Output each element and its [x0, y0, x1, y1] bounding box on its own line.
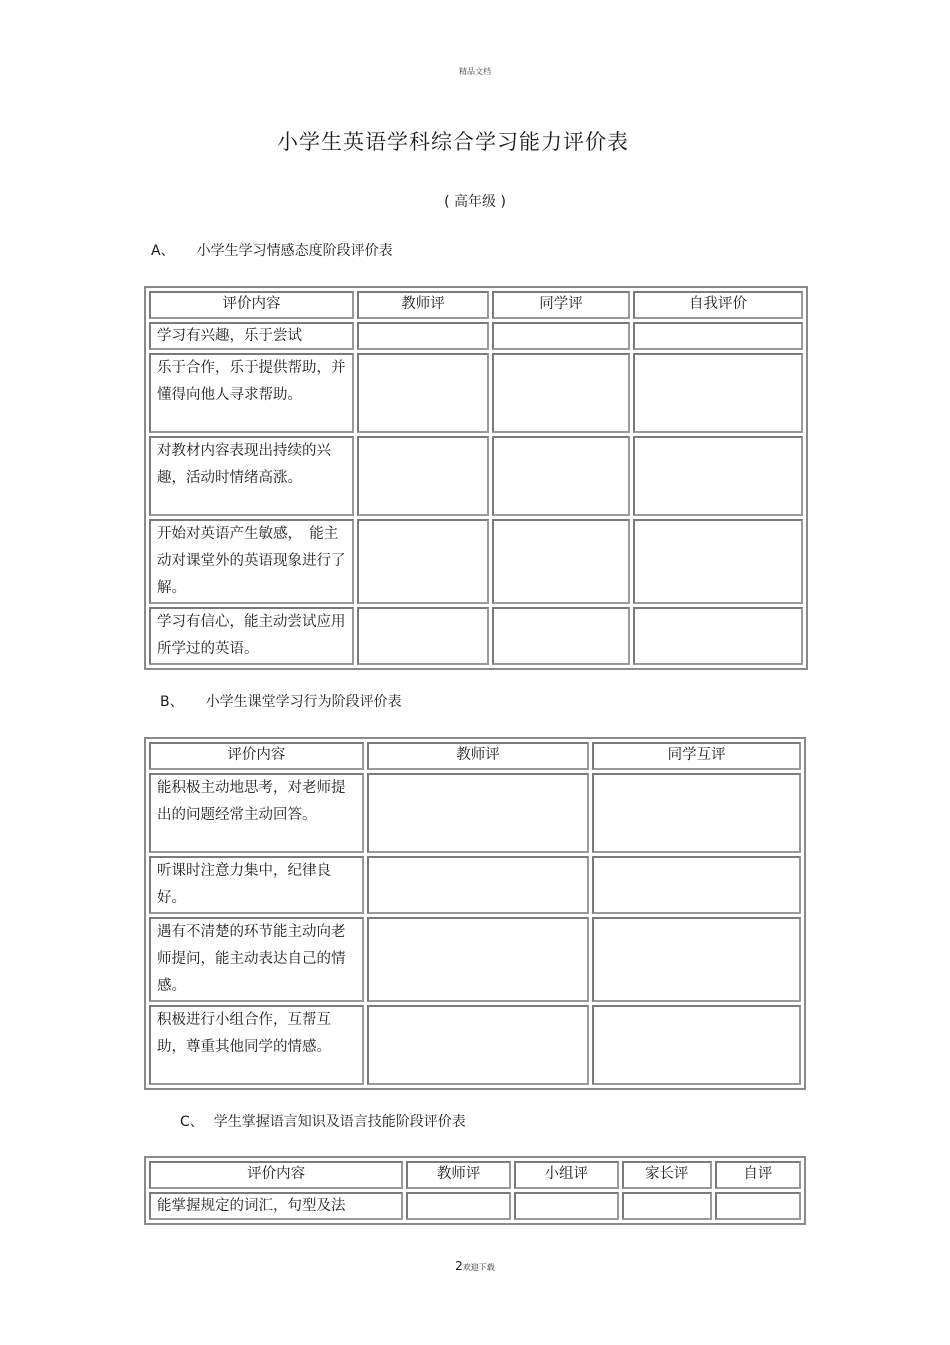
rating-cell[interactable] [357, 322, 489, 350]
table-c-header-row [149, 1161, 801, 1189]
rating-cell[interactable] [633, 322, 803, 350]
table-a-header-peer: 同学评 [492, 291, 630, 319]
rating-cell[interactable] [492, 519, 630, 604]
section-b-title: 小学生课堂学习行为阶段评价表 [205, 694, 402, 710]
rating-cell[interactable] [633, 436, 803, 516]
rating-cell[interactable] [492, 436, 630, 516]
table-a-header-row [149, 291, 803, 319]
rating-cell[interactable] [592, 1005, 801, 1085]
table-row [149, 773, 801, 853]
section-b-heading [160, 691, 402, 711]
rating-cell[interactable] [622, 1192, 712, 1220]
rating-cell[interactable] [357, 607, 489, 665]
page-footer [0, 1259, 950, 1273]
row-content: 遇有不清楚的环节能主动向老师提问，能主动表达自己的情感。 [149, 917, 364, 1002]
table-b-header-row [149, 742, 801, 770]
table-row [149, 1005, 801, 1085]
table-c-header-content: 评价内容 [149, 1161, 403, 1189]
rating-cell[interactable] [357, 436, 489, 516]
rating-cell[interactable] [592, 917, 801, 1002]
table-row [149, 917, 801, 1002]
rating-cell[interactable] [357, 353, 489, 433]
table-c [144, 1156, 806, 1225]
rating-cell[interactable] [367, 773, 590, 853]
table-b-header-teacher: 教师评 [367, 742, 590, 770]
row-content: 能积极主动地思考，对老师提出的问题经常主动回答。 [149, 773, 364, 853]
row-content: 学习有信心，能主动尝试应用所学过的英语。 [149, 607, 354, 665]
section-c-letter: C、 [180, 1114, 204, 1130]
rating-cell[interactable] [715, 1192, 801, 1220]
rating-cell[interactable] [406, 1192, 511, 1220]
rating-cell[interactable] [492, 353, 630, 433]
rating-cell[interactable] [367, 917, 590, 1002]
table-row [149, 1192, 801, 1220]
rating-cell[interactable] [633, 353, 803, 433]
section-c-title: 学生掌握语言知识及语言技能阶段评价表 [213, 1114, 466, 1130]
table-b-header-peer: 同学互评 [592, 742, 801, 770]
header-note: 精品文档 [459, 67, 491, 76]
table-c-header-parent: 家长评 [622, 1161, 712, 1189]
table-c-header-group: 小组评 [514, 1161, 619, 1189]
table-b [144, 737, 806, 1090]
rating-cell[interactable] [367, 856, 590, 914]
table-row [149, 353, 803, 433]
section-c-heading [180, 1111, 466, 1131]
row-content: 积极进行小组合作，互帮互助，尊重其他同学的情感。 [149, 1005, 364, 1085]
rating-cell[interactable] [633, 607, 803, 665]
table-a-header-teacher: 教师评 [357, 291, 489, 319]
table-c-header-self: 自评 [715, 1161, 801, 1189]
footer-text: 欢迎下载 [462, 1263, 495, 1272]
row-content: 对教材内容表现出持续的兴趣，活动时情绪高涨。 [149, 436, 354, 516]
table-a [144, 286, 808, 670]
rating-cell[interactable] [492, 607, 630, 665]
rating-cell[interactable] [592, 773, 801, 853]
row-content: 学习有兴趣，乐于尝试 [149, 322, 354, 350]
table-b-header-content: 评价内容 [149, 742, 364, 770]
row-content: 乐于合作，乐于提供帮助，并懂得向他人寻求帮助。 [149, 353, 354, 433]
rating-cell[interactable] [357, 519, 489, 604]
section-a-title: 小学生学习情感态度阶段评价表 [196, 243, 393, 259]
section-a-heading [151, 240, 393, 260]
section-a-letter: A、 [151, 243, 175, 259]
row-content: 听课时注意力集中，纪律良好。 [149, 856, 364, 914]
rating-cell[interactable] [514, 1192, 619, 1220]
table-a-header-self: 自我评价 [633, 291, 803, 319]
table-row [149, 607, 803, 665]
row-content: 能掌握规定的词汇，句型及法 [149, 1192, 403, 1220]
page-number: 2 [455, 1259, 463, 1273]
row-content: 开始对英语产生敏感， 能主动对课堂外的英语现象进行了解。 [149, 519, 354, 604]
table-c-header-teacher: 教师评 [406, 1161, 511, 1189]
section-b-letter: B、 [160, 694, 184, 710]
page-subtitle: ( 高年级 ) [444, 194, 506, 210]
rating-cell[interactable] [633, 519, 803, 604]
rating-cell[interactable] [492, 322, 630, 350]
rating-cell[interactable] [367, 1005, 590, 1085]
table-row [149, 322, 803, 350]
table-a-header-content: 评价内容 [149, 291, 354, 319]
page-title: 小学生英语学科综合学习能力评价表 [277, 130, 629, 154]
table-row [149, 519, 803, 604]
table-row [149, 436, 803, 516]
rating-cell[interactable] [592, 856, 801, 914]
table-row [149, 856, 801, 914]
